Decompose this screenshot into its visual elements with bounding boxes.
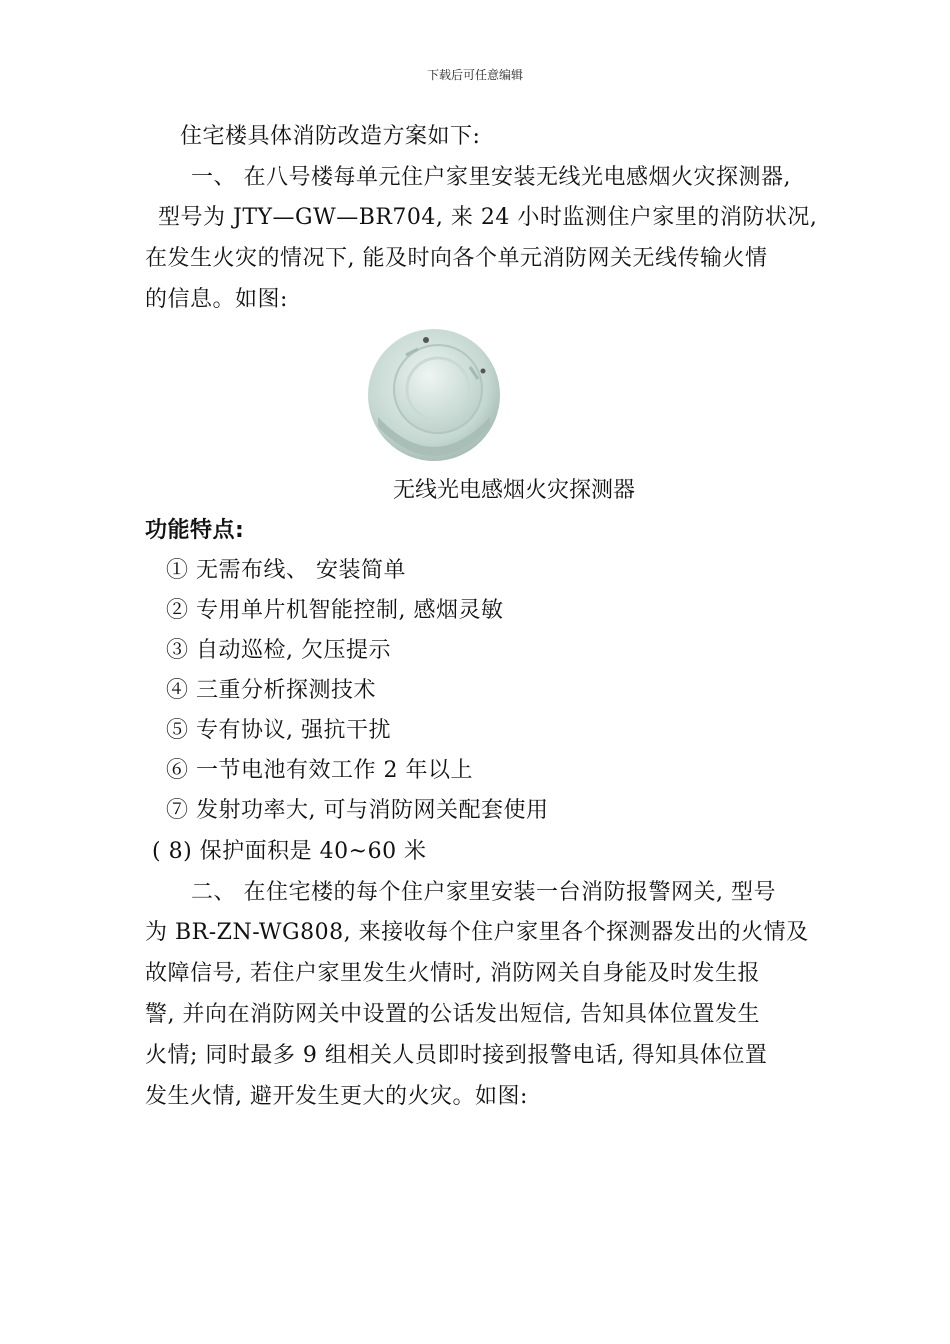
feature-item-3: ③ 自动巡检, 欠压提示 (166, 638, 391, 663)
feature-item-2: ② 专用单片机智能控制, 感烟灵敏 (166, 598, 504, 623)
section2-line-5: 火情; 同时最多 9 组相关人员即时接到报警电话, 得知具体位置 (145, 1043, 768, 1068)
section2-line-1: 二、 在住宅楼的每个住户家里安装一台消防报警网关, 型号 (191, 880, 776, 905)
section1-line-2: 型号为 JTY—GW—BR704, 来 24 小时监测住户家里的消防状况, (158, 205, 818, 230)
figure-caption: 无线光电感烟火灾探测器 (392, 478, 635, 503)
header-note: 下载后可任意编辑 (426, 68, 523, 82)
feature-item-5: ⑤ 专有协议, 强抗干扰 (166, 718, 391, 743)
section1-line-3: 在发生火灾的情况下, 能及时向各个单元消防网关无线传输火情 (145, 246, 768, 271)
smoke-detector-icon (366, 327, 502, 467)
features-title: 功能特点: (145, 518, 245, 543)
feature-item-4: ④ 三重分析探测技术 (166, 678, 376, 703)
feature-item-6: ⑥ 一节电池有效工作 2 年以上 (166, 758, 473, 783)
section1-line-4: 的信息。如图: (145, 287, 288, 312)
feature-item-8: ( 8) 保护面积是 40~60 米 (152, 839, 427, 864)
intro-text: 住宅楼具体消防改造方案如下: (180, 124, 481, 149)
section2-line-3: 故障信号, 若住户家里发生火情时, 消防网关自身能及时发生报 (145, 961, 760, 986)
feature-item-7: ⑦ 发射功率大, 可与消防网关配套使用 (166, 798, 549, 823)
section2-line-2: 为 BR-ZN-WG808, 来接收每个住户家里各个探测器发出的火情及 (145, 920, 809, 945)
feature-item-1: ① 无需布线、 安装简单 (166, 558, 406, 583)
section1-line-1: 一、 在八号楼每单元住户家里安装无线光电感烟火灾探测器, (191, 165, 791, 190)
section2-line-6: 发生火情, 避开发生更大的火灾。如图: (145, 1084, 528, 1109)
section2-line-4: 警, 并向在消防网关中设置的公话发出短信, 告知具体位置发生 (145, 1002, 760, 1027)
smoke-detector-image (366, 327, 502, 467)
